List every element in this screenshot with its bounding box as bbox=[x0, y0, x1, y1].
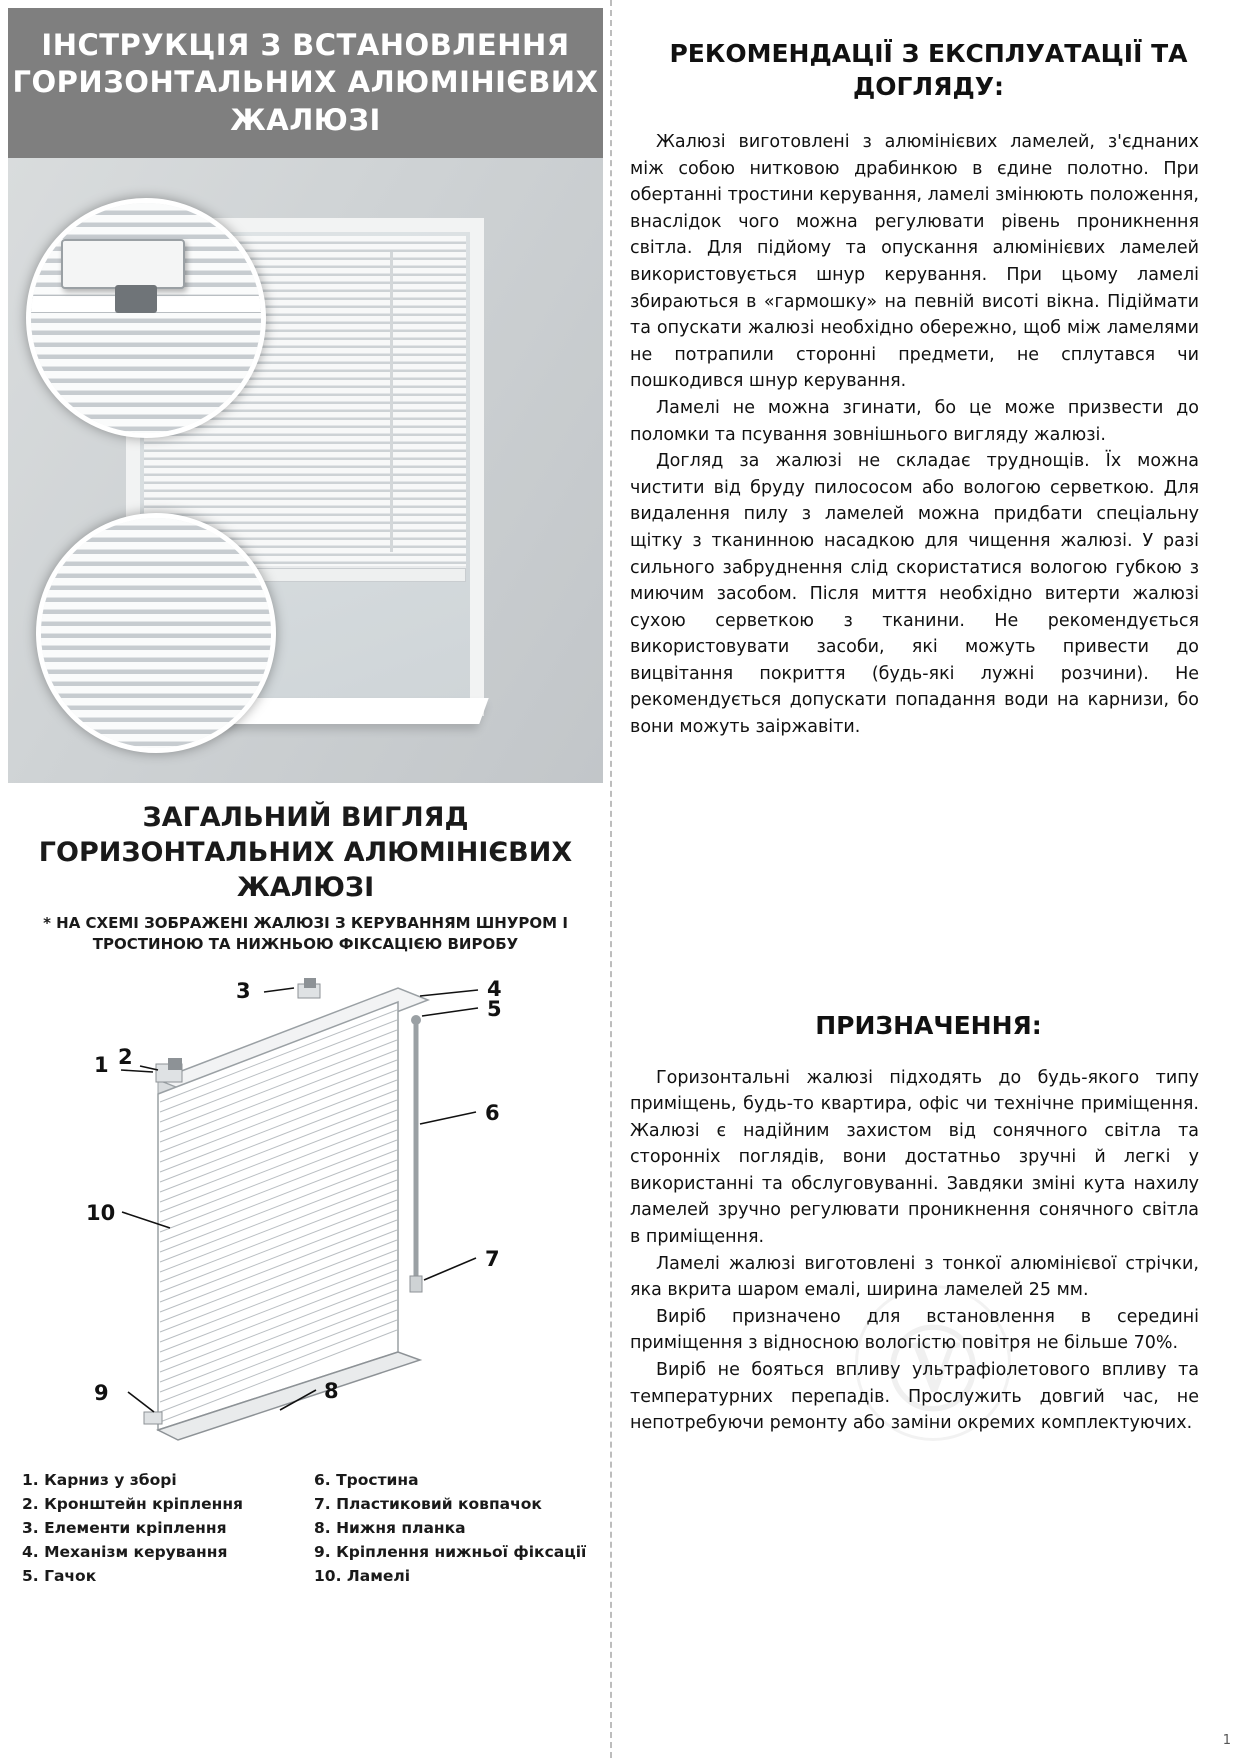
care-body bbox=[612, 103, 1245, 741]
general-view-note: * НА СХЕМІ ЗОБРАЖЕНІ ЖАЛЮЗІ З КЕРУВАННЯМ ШНУРОМ І ТРОСТИНОЮ ТА НИЖНЬОЮ ФІКСАЦІЄЮ ВИРОБУ bbox=[43, 914, 568, 953]
legend-item: 7. Пластиковий ковпачок bbox=[314, 1495, 542, 1514]
purpose-paragraph: Виріб не бояться впливу ультрафіолетового впливу та температурних перепадів. Прослужить довгий час, не непотребуючи ремонту або заміни окремих комплектуючих. bbox=[630, 1360, 1199, 1434]
svg-text:2: 2 bbox=[118, 1045, 133, 1069]
legend-item: 3. Елементи кріплення bbox=[22, 1519, 227, 1538]
legend-item: 4. Механізм керування bbox=[22, 1543, 228, 1562]
page-number: 1 bbox=[1222, 1733, 1231, 1748]
detail-bracket bbox=[61, 239, 185, 289]
purpose-paragraph: Ламелі жалюзі виготовлені з тонкої алюмінієвої стрічки, яка вкрита шаром емалі, ширина ламелей 25 мм. bbox=[630, 1253, 1199, 1301]
general-view-heading bbox=[8, 800, 603, 954]
instruction-header-band bbox=[8, 8, 603, 158]
svg-text:6: 6 bbox=[485, 1101, 500, 1125]
legend-item: 9. Кріплення нижньої фіксації bbox=[314, 1543, 587, 1562]
svg-text:3: 3 bbox=[236, 979, 251, 1003]
svg-text:10: 10 bbox=[86, 1201, 116, 1225]
care-paragraph: Ламелі не можна згинати, бо це може призвести до поломки та псування зовнішнього вигляду жалюзі. bbox=[630, 397, 1199, 445]
left-column bbox=[0, 0, 610, 1758]
detail-slats-bottom bbox=[41, 518, 271, 748]
care-paragraph: Догляд за жалюзі не складає труднощів. Їх можна чистити від бруду пилососом або вологою серветкою. Для видалення пилу з ламелей можна придбати спеціальну щітку з тканинною насадкою для чищення жалюзі. У разі сильного забруднення слід скористатися вологою губкою з миючим засобом. Після миття необхідно витерти жалюзі сухою серветкою з тканини. Не рекомендується використовувати засоби, які можуть привести до вицвітання покриття (будь-які лужні розчини). Не рекомендується допускати попадання води на карнизи, бо вони можуть заіржавіти. bbox=[630, 451, 1199, 738]
detail-circle-bracket bbox=[26, 198, 266, 438]
general-view-title: ЗАГАЛЬНИЙ ВИГЛЯД ГОРИЗОНТАЛЬНИХ АЛЮМІНІЄВИХ ЖАЛЮЗІ bbox=[38, 802, 573, 904]
svg-text:5: 5 bbox=[487, 997, 502, 1021]
svg-text:9: 9 bbox=[94, 1381, 109, 1405]
column-divider bbox=[610, 0, 612, 1758]
legend-item: 10. Ламелі bbox=[314, 1567, 411, 1586]
purpose-section bbox=[612, 1010, 1245, 1437]
legend-item: 5. Гачок bbox=[22, 1567, 97, 1586]
svg-text:8: 8 bbox=[324, 1379, 339, 1403]
detail-bracket-clip bbox=[115, 285, 157, 313]
svg-text:1: 1 bbox=[94, 1053, 109, 1077]
legend-item: 1. Карниз у зборі bbox=[22, 1471, 177, 1489]
blind-diagram bbox=[8, 960, 603, 1460]
purpose-paragraph: Горизонтальні жалюзі підходять до будь-якого типу приміщень, будь-то квартира, офіс чи технічне приміщення. Жалюзі є надійним захистом від сонячного світла та сторонніх поглядів, вони достатньо зручні й легкі у використанні та обслуговуванні. Завдяки зміні кута нахилу ламелей зручно регулювати проникнення сонячного світла в приміщення. bbox=[630, 1067, 1199, 1248]
legend-item: 2. Кронштейн кріплення bbox=[22, 1495, 243, 1514]
installation-photo bbox=[8, 158, 603, 783]
purpose-title: ПРИЗНАЧЕННЯ: bbox=[815, 1011, 1042, 1040]
legend bbox=[22, 1468, 592, 1588]
legend-column-right bbox=[314, 1468, 592, 1588]
right-column bbox=[612, 0, 1245, 1758]
watermark-bottom: Ⓥ bbox=[855, 1285, 1011, 1441]
purpose-body bbox=[612, 1043, 1245, 1437]
legend-column-left bbox=[22, 1468, 300, 1588]
svg-text:7: 7 bbox=[485, 1247, 500, 1271]
care-paragraph: Жалюзі виготовлені з алюмінієвих ламелей, з'єднаних між собою нитковою драбинкою в єдине полотно. При обертанні тростини керування, ламелі змінюють положення, внаслідок чого можна регулювати рівень проникнення світла. Для підйому та опускання алюмінієвих ламелей використовується шнур керування. При цьому ламелі збираються в «гармошку» на певній висоті вікна. Підіймати та опускати жалюзі необхідно обережно, щоб між ламелями не потрапили сторонні предмети, не сплутався чи пошкодився шнур керування. bbox=[630, 132, 1199, 392]
legend-item: 6. Тростина bbox=[314, 1471, 419, 1489]
purpose-paragraph: Виріб призначено для встановлення в середині приміщення з відносною вологістю повітря не більше 70%. bbox=[630, 1306, 1199, 1354]
care-section bbox=[612, 38, 1245, 741]
svg-text:4: 4 bbox=[487, 977, 502, 1001]
control-cord bbox=[390, 252, 393, 552]
legend-item: 8. Нижня планка bbox=[314, 1519, 466, 1538]
page-title: ІНСТРУКЦІЯ З ВСТАНОВЛЕННЯ ГОРИЗОНТАЛЬНИХ АЛЮМІНІЄВИХ ЖАЛЮЗІ bbox=[12, 28, 599, 137]
detail-circle-slats bbox=[36, 513, 276, 753]
detail-slats-top bbox=[31, 203, 261, 433]
blind-diagram-svg bbox=[8, 960, 603, 1460]
care-title: РЕКОМЕНДАЦІЇ З ЕКСПЛУАТАЦІЇ ТА ДОГЛЯДУ: bbox=[669, 39, 1188, 101]
